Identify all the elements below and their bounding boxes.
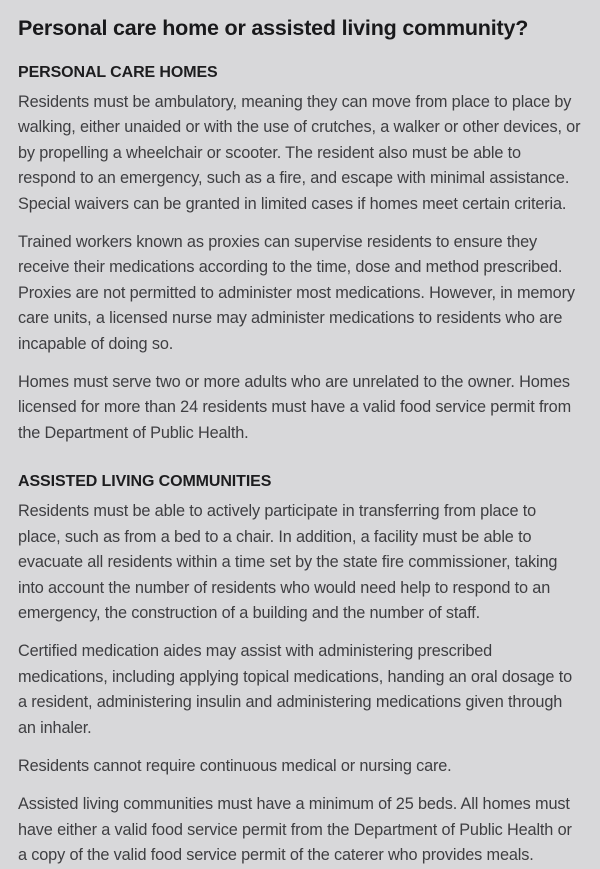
paragraph-bed-minimum-food-permit: Assisted living communities must have a minimum of 25 beds. All homes must have either a valid food service permit from the Department of Public Health or a copy of the valid food service permit of the caterer who provides meals. bbox=[18, 795, 572, 865]
section-heading-personal-care-homes: PERSONAL CARE HOMES bbox=[18, 63, 218, 81]
paragraph-continuous-care: Residents cannot require continuous medical or nursing care. bbox=[18, 757, 452, 776]
paragraph-proxies-medications: Trained workers known as proxies can supervise residents to ensure they receive their medications according to the time, dose and method prescribed. Proxies are not permitted to administer most medications. However, in memory care units, a licensed nurse may administer medications to residents who are incapable of doing so. bbox=[18, 232, 575, 353]
paragraph-medication-aides: Certified medication aides may assist with administering prescribed medications, including applying topical medications, handing an oral dosage to a resident, administering insulin and administering medications given through an inhaler. bbox=[18, 642, 572, 737]
section-assisted-living-communities bbox=[18, 472, 582, 868]
section-personal-care-homes bbox=[18, 63, 582, 446]
section-heading-assisted-living-communities: ASSISTED LIVING COMMUNITIES bbox=[18, 473, 272, 491]
paragraph-home-serving-requirements: Homes must serve two or more adults who are unrelated to the owner. Homes licensed for more than 24 residents must have a valid food service permit from the Department of Public Health. bbox=[18, 372, 571, 442]
page-title: Personal care home or assisted living community? bbox=[18, 16, 529, 40]
paragraph-transfer-evacuation-requirements: Residents must be able to actively participate in transferring from place to place, such as from a bed to a chair. In addition, a facility must be able to evacuate all residents within a time set by the state fire commissioner, taking into account the number of residents who would need help to respond to an emergency, the construction of a building and the number of staff. bbox=[18, 502, 558, 622]
paragraph-ambulatory-requirements: Residents must be ambulatory, meaning they can move from place to place by walking, either unaided or with the use of crutches, a walker or other devices, or by propelling a wheelchair or scooter. The resident also must be able to respond to an emergency, such as a fire, and escape with minimal assistance. Special waivers can be granted in limited cases if homes meet certain criteria. bbox=[18, 92, 581, 213]
